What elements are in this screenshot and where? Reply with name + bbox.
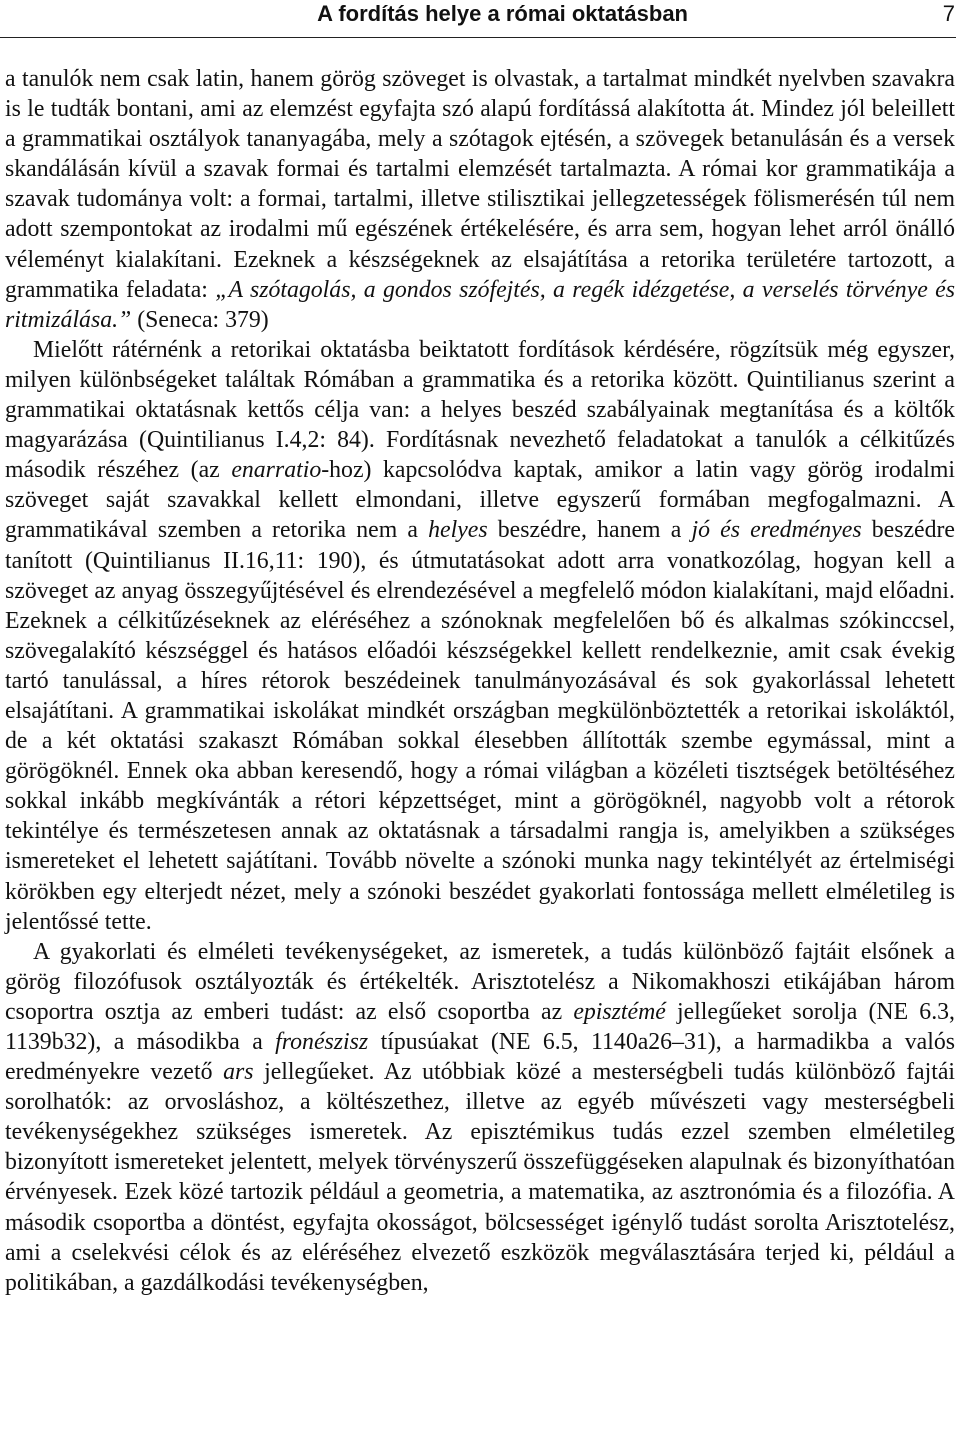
paragraph (5, 937, 955, 1298)
text-segment: (Seneca: 379) (131, 306, 269, 333)
page-number: 7 (942, 1, 955, 26)
text-segment: beszédre, hanem a (487, 517, 692, 544)
text-segment: -hoz) kapcsolódva kaptak, amikor a latin vagy görög irodalmi szöveget saját szavakkal kellett elmondani, illetve egyszerű formában megfogalmazni. A grammatikával szemben a retorika nem a (5, 457, 955, 544)
running-title: A fordítás helye a római oktatásban (317, 1, 688, 26)
italic-text-segment: „A szótagolás, a gondos szófejtés, a regék idézgetése, a verselés törvénye és ritmizálása.” (5, 276, 955, 333)
text-segment: típusúakat (NE 6.5, 1140a26–31), a harmadikba a valós eredményekre vezető (5, 1029, 955, 1086)
italic-text-segment: helyes (428, 517, 488, 544)
italic-text-segment: enarratio (231, 457, 322, 484)
paragraph (5, 335, 955, 937)
text-segment: A gyakorlati és elméleti tevékenységeket, az ismeretek, a tudás különböző fajtáit elsőnek a görög filozófusok osztályozták és értékelték. Arisztotelész a Nikomakhoszi etikájában három csoportra osztja az emberi tudást: az első csoportba az (5, 938, 955, 1025)
italic-text-segment: ars (223, 1059, 254, 1086)
text-segment: jellegűeket sorolja (NE 6.3, 1139b32), a másodikba a (5, 998, 955, 1055)
text-segment: beszédre tanított (Quintilianus II.16,11: 190), és útmutatásokat adott arra vonatkozólag, hogyan kell a szöveget az anyag összegyűjtésével és elrendezésével a megfelelő módon kialakítani, majd előadni. Ezeknek a célkitűzéseknek az eléréséhez a szónoknak megfelelően bő és alkalmas szókinccsel, szövegalakító készséggel és hatásos előadói készségekkel kellett rendelkeznie, amit csak évekig tartó tanulással, a híres rétorok beszédeinek tanulmányozásával és sok gyakorlással lehetett elsajátítani. A grammatikai iskolákat mindkét országban megkülönböztették a retorikai iskoláktól, de a két oktatási szakaszt Rómában sokkal élesebben állították szembe egymással, mint a görögöknél. Ennek oka abban keresendő, hogy a római világban a közéleti tisztségek betöltéséhez sokkal inkább megkívánták a rétori képzettséget, mint a görögöknél, nagyobb volt a rétorok tekintélye és természetesen annak az oktatásnak a társadalmi rangja is, amelyikben a szükséges ismereteket el lehetett sajátítani. Tovább növelte a szónoki munka nagy tekintélyét az értelmiségi körökben egy elterjedt nézet, mely a szónoki beszédet gyakorlati fontossága mellett elméletileg is jelentőssé tette. (5, 517, 955, 935)
header-rule (0, 37, 956, 38)
text-segment: jellegűeket. Az utóbbiak közé a mesterségbeli tudás különböző fajtái sorolhatók: az orvosláshoz, a költészethez, illetve az egyéb művészeti vagy mesterségbeli tevékenységekhez szükséges ismeretek. Az episztémikus tudás ezzel szemben elméletileg bizonyított ismereteket jelentett, melyek törvényszerű összefüggéseken alapulnak és bizonyíthatóan érvényesek. Ezek közé tartozik például a geometria, a matematika, az asztronómia és a filozófia. A második csoportba a döntést, egyfajta okosságot, bölcsességet igénylő tudást sorolta Arisztotelész, ami a cselekvési célok és az eléréséhez elvezető eszközök megválasztására terjed ki, például a politikában, a gazdálkodási tevékenységben, (5, 1059, 955, 1296)
paragraph (5, 64, 955, 335)
italic-text-segment: fronészisz (275, 1029, 369, 1055)
text-segment: a tanulók nem csak latin, hanem görög szöveget is olvastak, a tartalmat mindkét nyelvben szavakra is le tudták bontani, ami az elemzést egyfajta szó alapú fordítássá alakította át. Mindez jól beleillett a grammatikai osztályok tananyagába, mely a szótagok ejtésén, a szövegek betanulásán és a versek skandálásán kívül a szavak formai és tartalmi elemzését tartalmazta. A római kor grammatikája a szavak tudománya volt: a formai, tartalmi, illetve stilisztikai jellegzetességek fölismerésén túl nem adott szempontokat az irodalmi mű egészének értékelésére, és arra sem, hogyan lehet arról önálló véleményt kialakítani. Ezeknek a készségeknek az elsajátítása a retorika területére tartozott, a grammatika feladata: (5, 66, 955, 303)
italic-text-segment: jó és eredményes (691, 517, 862, 544)
body-text (5, 64, 955, 1298)
text-segment: Mielőtt rátérnénk a retorikai oktatásba beiktatott fordítások kérdésére, rögzítsük még egyszer, milyen különbségeket találtak Rómában a grammatika és a retorika között. Quintilianus szerint a grammatikai oktatásnak kettős célja van: a helyes beszéd szabályainak megtanítása és a költők magyarázása (Quintilianus I.4,2: 84). Fordításnak nevezhető feladatokat a tanulók a célkitűzés második részéhez (az (5, 336, 955, 484)
running-header (0, 0, 960, 38)
italic-text-segment: episztémé (573, 998, 666, 1025)
